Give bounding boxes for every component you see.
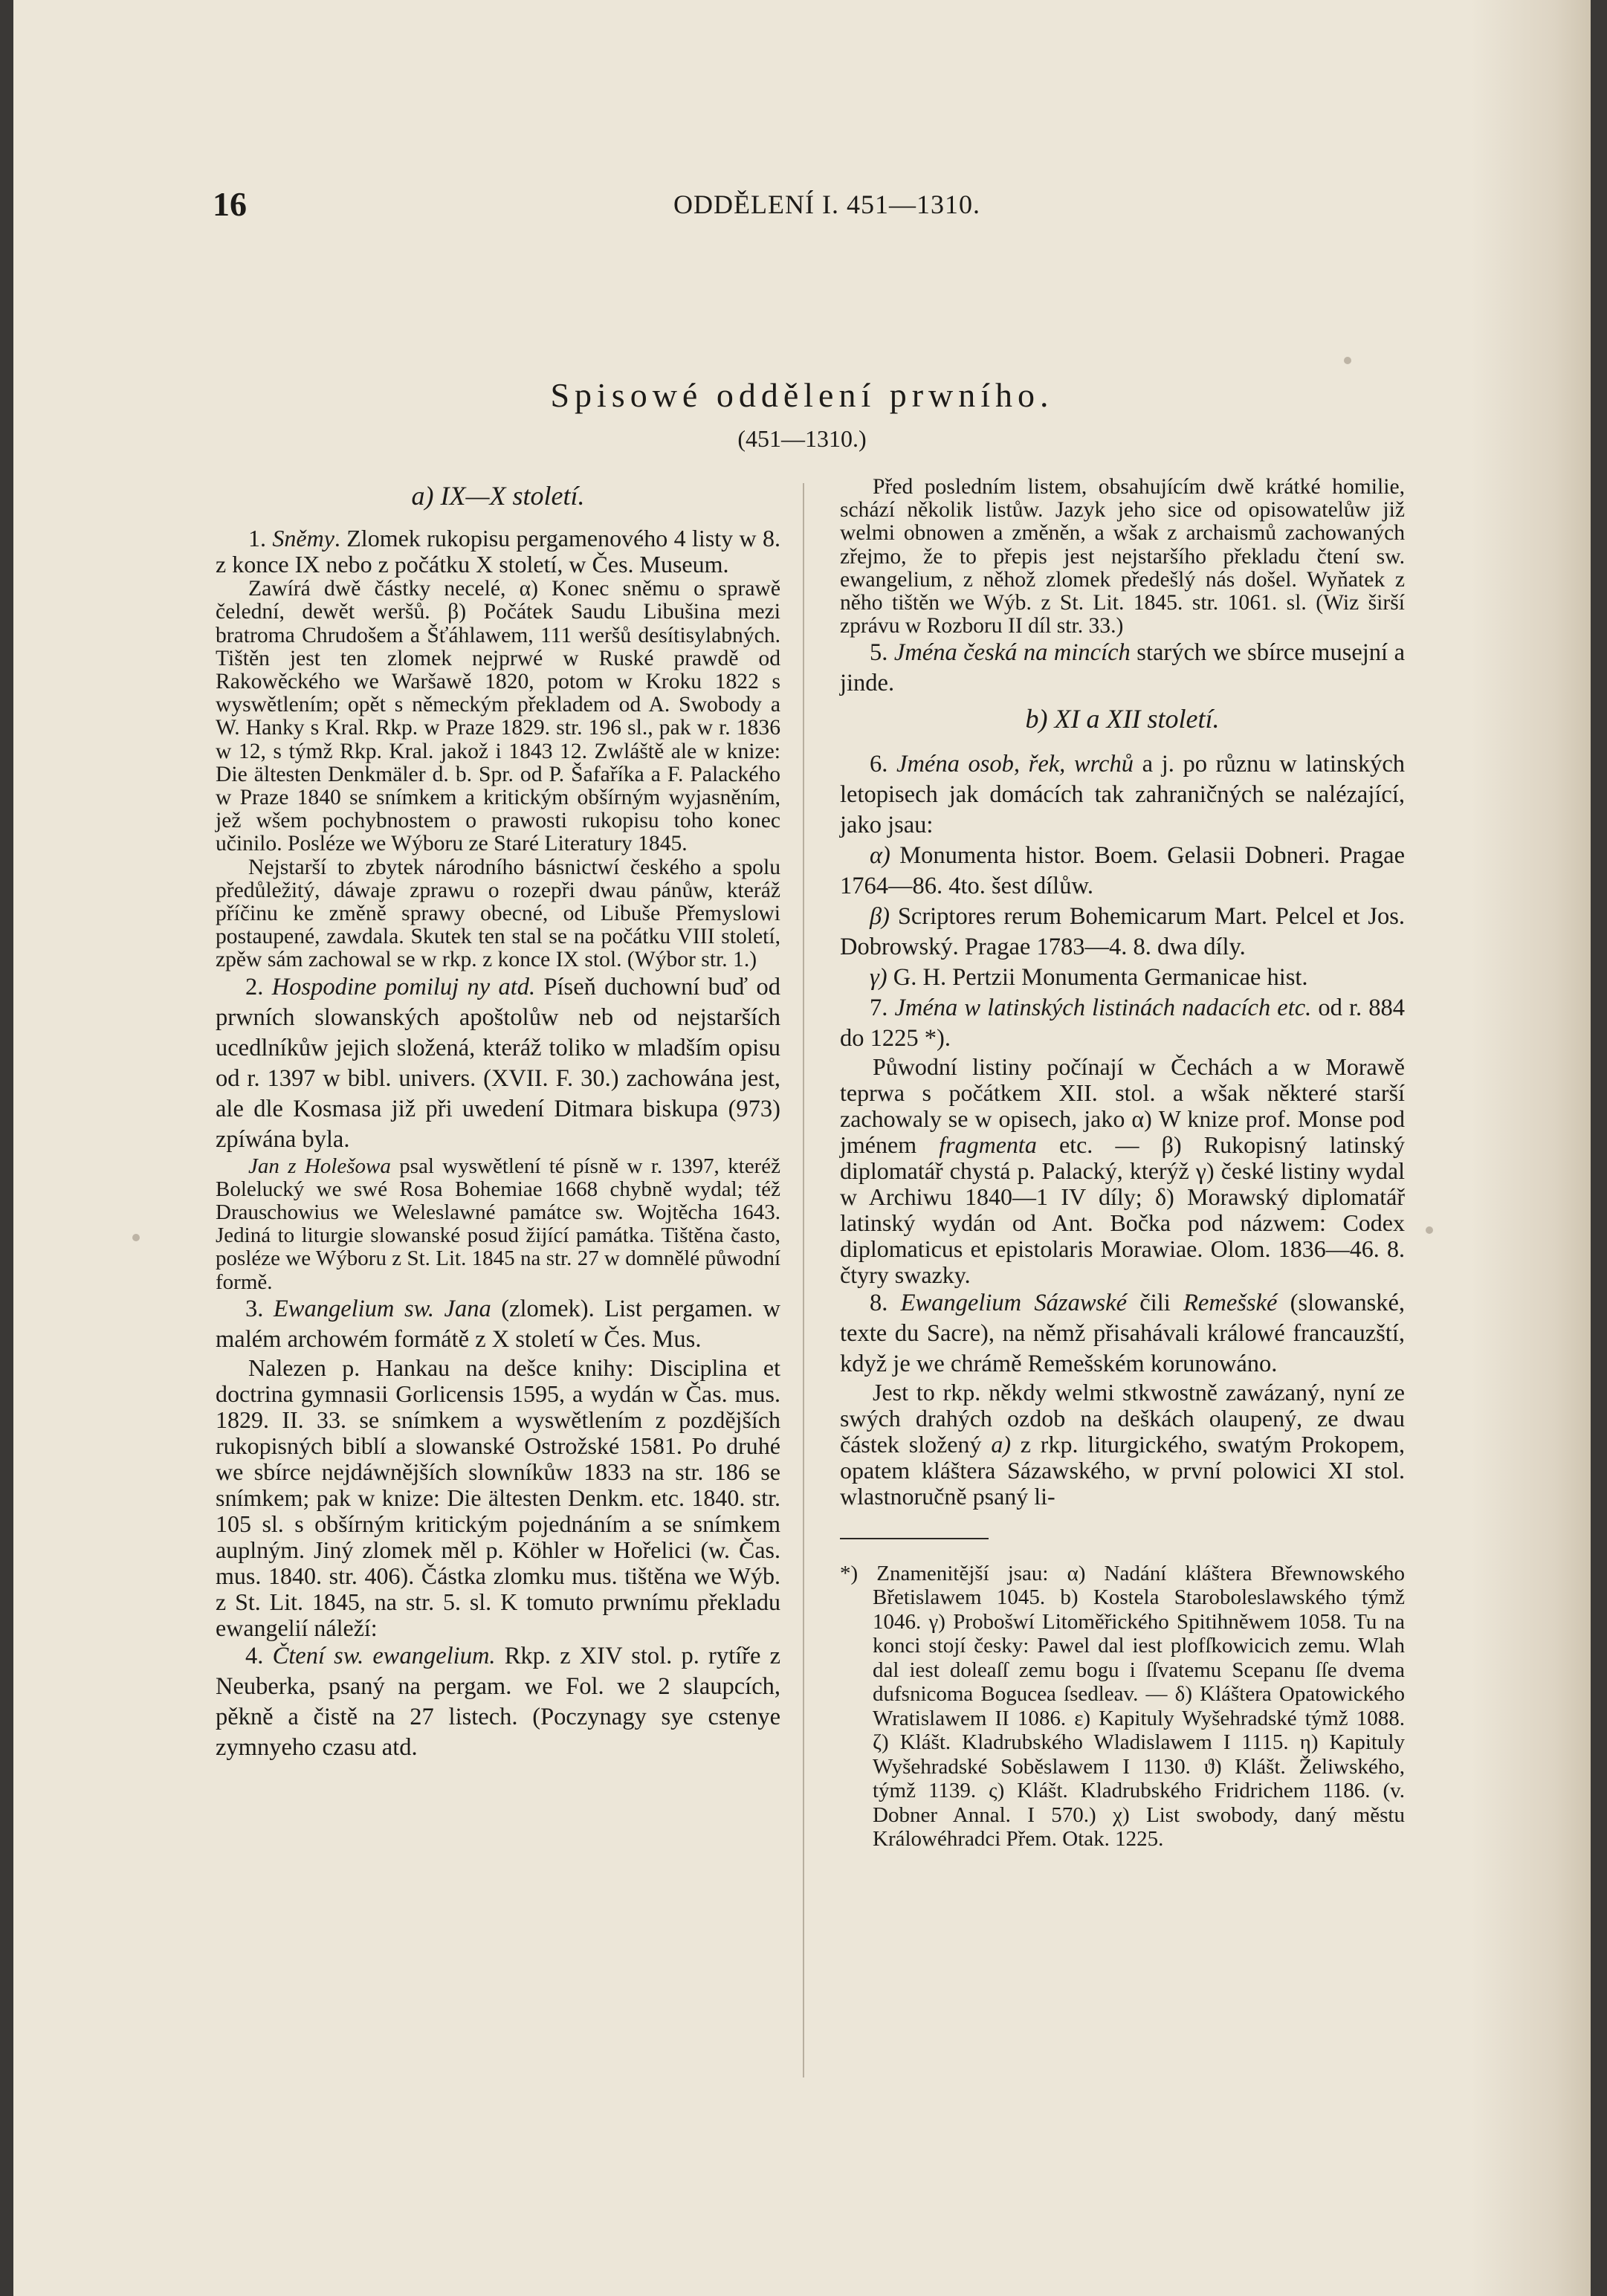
paragraph: Před posledním listem, obsahujícím dwě krátké homilie, schází několik listůw. Jazyk jeho sice od opisowatelůw již welmi obnowen a změněn, a wšak z archaismů zachowaných zřejmo, že to přepis jest nejstaršího překladu čtení sw. ewangelium, z něhož zlomek předešlý nás došel. Wyňatek z něho tištěn we Wýb. z St. Lit. 1845. str. 1061. sl. (Wiz širší zprávu w Rozboru II díl str. 33.) — [840, 475, 1405, 638]
footnote-rule — [840, 1538, 989, 1539]
section-title: Spisowé oddělení prwního. — [550, 376, 1054, 414]
paragraph: Půwodní listiny počínají w Čechách a w Morawě teprwa s počátkem XII. stol. a wšak některé starší zachowaly se w opisech, jako α) W knize prof. Monse pod jménem fragmenta etc. — β) Rukopisný latinský diplomatář chystá p. Palacký, kterýž γ) české listiny wydal w Archiwu 1840—1 IV díly; δ) Morawský diplomatář latinský wydán od Ant. Bočka pod názwem: Codex diplomaticus et epistolaris Morawiae. Olom. 1836—46. 8. čtyry swazky. — [840, 1052, 1405, 1288]
footnote: *) Znamenitější jsau: α) Nadání kláštera Břewnowského Břetislawem 1045. b) Kostela Staroboleslawského týmž 1046. γ) Probošwí Litoměřického Spitihněwem 1058. Tu na konci stojí česky: Pawel dal iest plofſkowicich zemu. Wlah dal iest doleaſſ zemu bogu i ſſvatemu Scepanu ſſe dvema dufsnicoma Bogucea ſsedleav. — δ) Kláštera Opatowického Wratislawem II 1086. ε) Kapituly Wyšehradské týmž 1088. ζ) Klášt. Kladrubského Wladislawem I 1115. η) Kapituly Wyšehradské Soběslawem I 1130. ϑ) Klášt. Želiwského, týmž 1139. ς) Klášt. Kladrubského Fridrichem 1186. (v. Dobner Annal. I 570.) χ) List swobody, daný městu Králowéhradci Přem. Otak. 1225. — [840, 1561, 1405, 1852]
entry-4: 4. Čtení sw. ewangelium. Rkp. z XIV stol. p. rytíře z Neuberka, psaný na pergam. we Fol. we 2 slaupcích, pěkně a čistě na 27 listech. (Poczynagy sye cstenye zymnyeho czasu atd. — [216, 1642, 780, 1761]
paragraph: Zawírá dwě částky necelé, α) Konec sněmu o sprawě čelední, dewět weršů. β) Počátek Saudu Libušina mezi bratroma Chrudošem a Šťáhlawem, 111 weršů desítisylabných. Tištěn jest ten zlomek nejprwé w Ruské prawdě od Rakowěckého we Waršawě 1820, potom w Kroku 1822 s wyswětlením; opět s německým překladem od A. Swobody a W. Hanky s Kral. Rkp. w Praze 1829. str. 196 sl., pak w r. 1836 w 12, s týmž Rkp. Kral. jakož i 1843 12. Zwláště ale w knize: Die ältesten Denkmäler d. b. Spr. od P. Šafaříka a F. Palackého w Praze 1840 se snímkem a kritickým obšírným wyjasněním, jež wšem pochybnostem o prawosti rukopisu toho konec učinilo. Posléze we Wýboru ze Staré Literatury 1845. — [216, 577, 780, 856]
entry-7: 7. Jména w latinských listinách nadacích etc. od r. 884 do 1225 *). — [840, 994, 1406, 1052]
entry-5: 5. Jména česká na mincích starých we sbírce musejní a jinde. — [840, 639, 1406, 697]
entry-8: 8. Ewangelium Sázawské čili Remešské (slowanské, texte du Sacre), na němž přisahávali králowé francauzští, když je we chrámě Remešském korunowáno. — [840, 1289, 1406, 1377]
left-column — [216, 476, 780, 1763]
paragraph: Jest to rkp. někdy welmi stkwostně zawázaný, nyní ze swých drahých ozdob na deškách olaupený, ze dwau částek složený a) z rkp. liturgického, swatým Prokopem, opatem kláštera Sázawského, w první polowici XI stol. wlastnoručně psaný li- — [840, 1378, 1406, 1510]
paper-spot — [1426, 1226, 1433, 1234]
entry-3: 3. Ewangelium sw. Jana (zlomek). List pergamen. w malém archowém formátě z X století w Čes. Mus. — [216, 1295, 781, 1353]
paragraph: Nalezen p. Hankau na dešce knihy: Disciplina et doctrina gymnasii Gorlicensis 1595, a wydán w Čas. mus. 1829. II. 33. se snímkem a wyswětlením z pozdějších rukopisných biblí a slowanské Ostrožské 1581. Po druhé we sbírce nejdáwnějších slowníkůw 1833 na str. 186 se snímkem; pak w knize: Die ältesten Denkm. etc. 1840. str. 105 sl. s obšírným kritickým pojednáním a se snímkem auplným. Jiný zlomek měl p. Köhler w Hořelici (w. Čas. mus. 1840. str. 406). Částka zlomku mus. tištěna we Wýb. z St. Lit. 1845, na str. 5. sl. K tomuto prwnímu překladu ewangelií náleží: — [216, 1354, 780, 1641]
column-divider — [803, 483, 804, 2077]
subheading-ix-x: a) IX—X století. — [411, 481, 585, 511]
paper-spot — [1344, 357, 1351, 364]
entry-1: 1. Sněmy. Zlomek rukopisu pergamenového 4 listy w 8. z konce IX nebo z počátku X století, w Čes. Museum. — [216, 525, 781, 578]
subheading-xi-xii: b) XI a XII století. — [1025, 704, 1220, 734]
running-title: ODDĚLENÍ I. 451—1310. — [673, 190, 980, 219]
entry-2: 2. Hospodine pomiluj ny atd. Píseň duchowní buď od prwních slowanských apoštolůw neb od nejstarších ucedlníkůw jejich složená, kteráž toliko w mladším opisu od r. 1397 w bibl. univers. (XVII. F. 30.) zachowána jest, ale dle Kosmasa již při uwedení Ditmara biskupa (973) zpíwána byla. — [216, 973, 781, 1153]
entry-6: 6. Jména osob, řek, wrchů a j. po různu w latinských letopisech jak domácích tak zahraničných se nalézající, jako jsau: — [840, 750, 1405, 838]
section-dates: (451—1310.) — [737, 425, 867, 452]
right-column — [840, 476, 1405, 1852]
paper-spot — [132, 1234, 140, 1241]
paragraph: Nejstarší to zbytek národního básnictwí českého a spolu předůležitý, dáwaje zprawu o rozepři dwau pánůw, kteráž příčinu ke změně sprawy obecné, od Libuše Přemyslowi postaupené, zawdala. Skutek ten stal se na počátku VIII století, zpěw sám zachowal se w rkp. z konce IX stol. (Wýbor str. 1.) — [216, 855, 780, 972]
page-number: 16 — [213, 185, 247, 223]
source-gamma: γ) G. H. Pertzii Monumenta Germanicae hist. — [870, 963, 1308, 991]
page-edge-shadow — [1470, 0, 1591, 2296]
running-header — [213, 184, 1372, 229]
paragraph: Jan z Holešowa psal wyswětlení té písně w r. 1397, kteréž Bolelucký we swé Rosa Bohemiae 1668 chybně wydal; též Drauschowius we Weleslawné památce sw. Wojtěcha 1643. Jediná to liturgie slowanské posud žijící památka. Tištěna často, posléze we Wýboru z St. Lit. 1845 na str. 27 w domnělé půwodní formě. — [216, 1154, 780, 1294]
source-alpha: α) Monumenta histor. Boem. Gelasii Dobneri. Pragae 1764—86. 4to. šest dílůw. — [840, 841, 1405, 899]
source-beta: β) Scriptores rerum Bohemicarum Mart. Pelcel et Jos. Dobrowský. Pragae 1783—4. 8. dwa díly. — [840, 902, 1406, 960]
document-page — [13, 0, 1591, 2296]
